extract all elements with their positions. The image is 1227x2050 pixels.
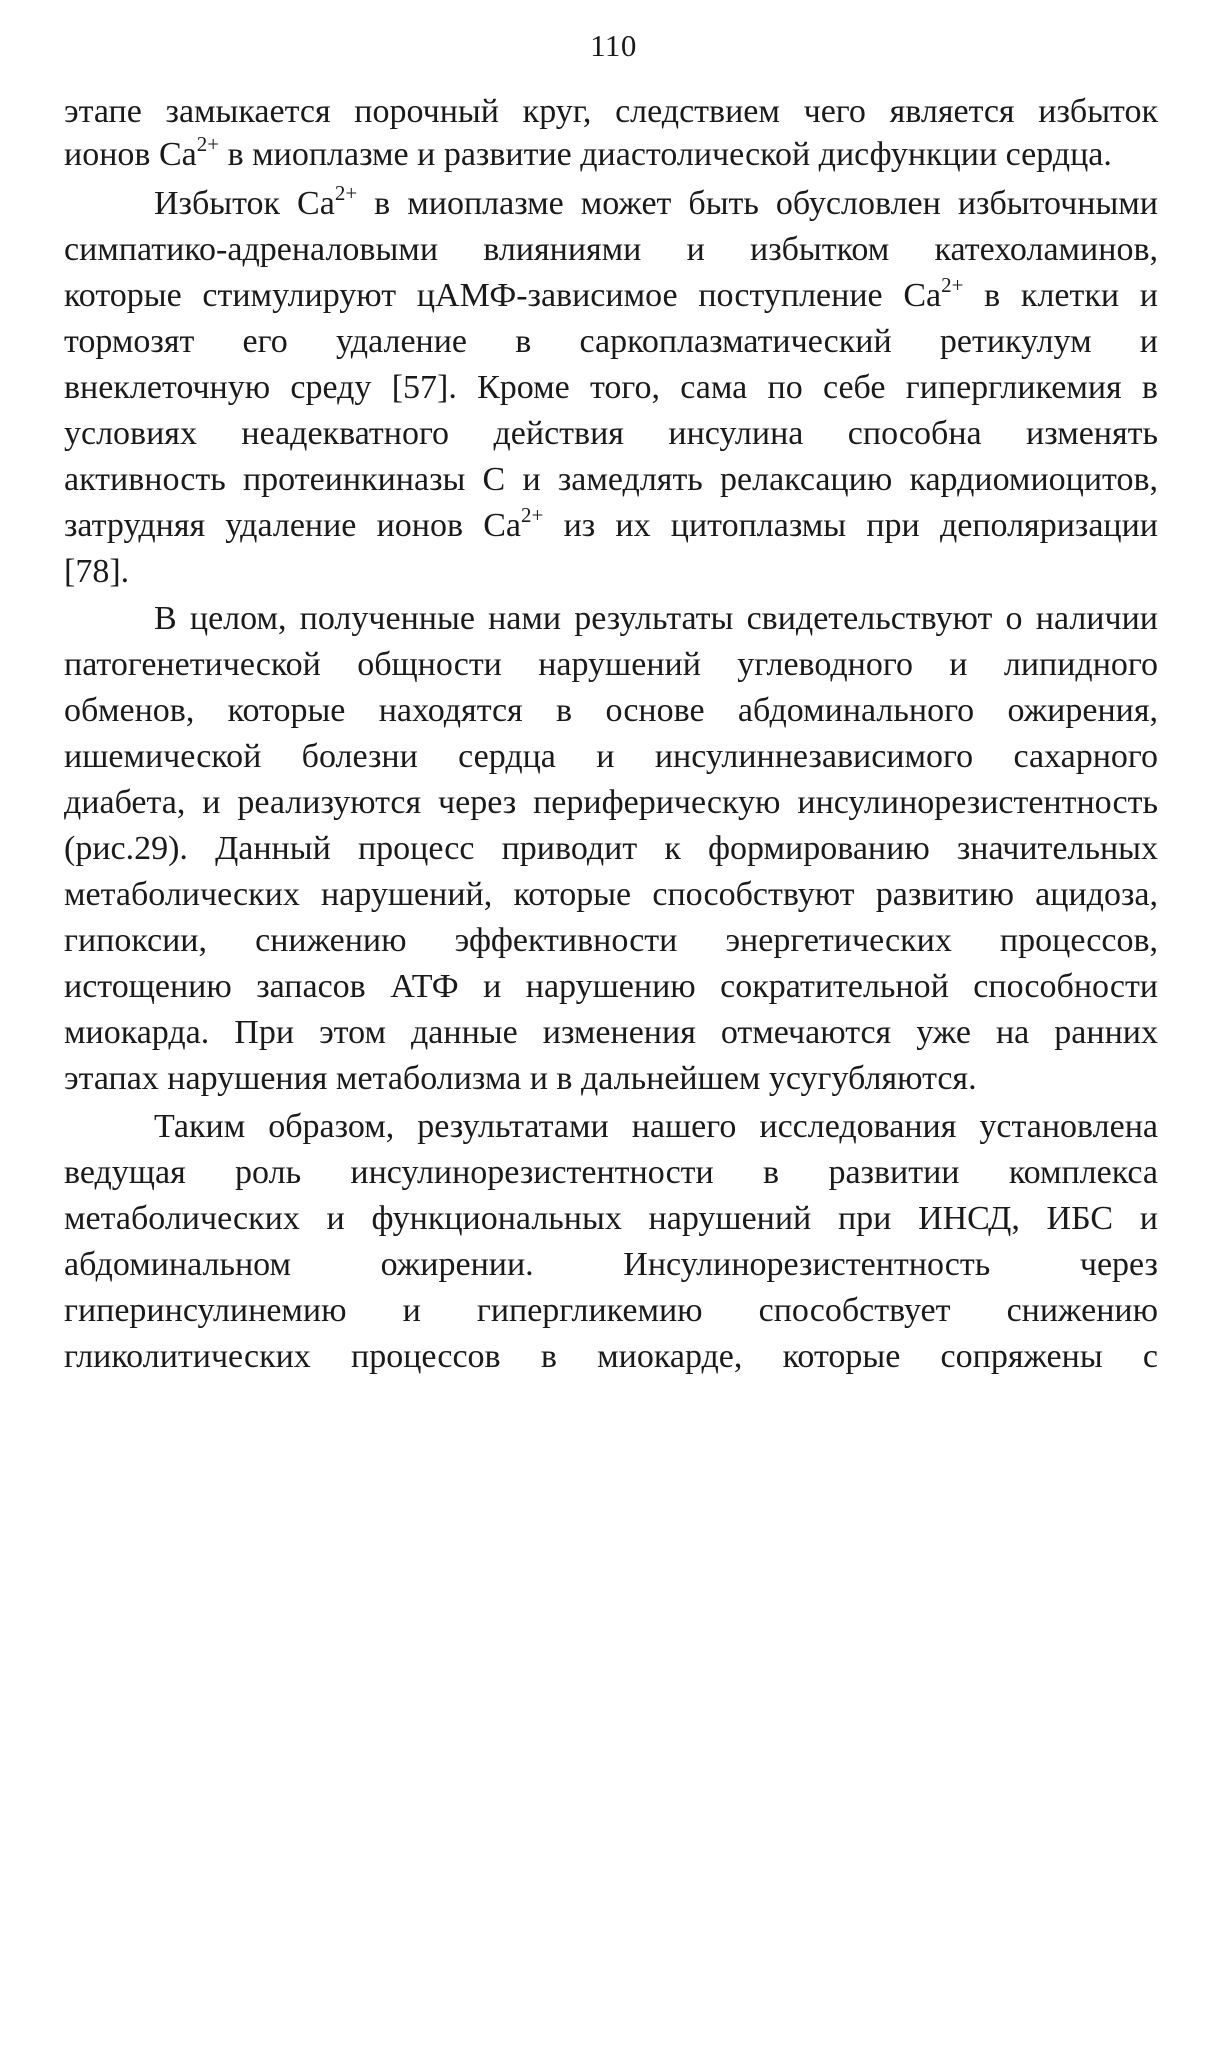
text-line — [64, 504, 1158, 548]
text-line: миокарда. При этом данные изменения отмечаются уже на ранних — [64, 1014, 1158, 1051]
paragraph-first-line: В целом, полученные нами результаты свидетельствуют о наличии — [154, 600, 1158, 637]
text-line: активность протеинкиназы С и замедлять релаксацию кардиомиоцитов, — [64, 461, 1158, 498]
text-line: гликолитических процессов в миокарде, которые сопряжены с — [64, 1338, 1158, 1375]
text-segment: Избыток Ca — [154, 185, 335, 222]
paragraph-first-line: Таким образом, результатами нашего исследования установлена — [154, 1108, 1158, 1145]
text-line: метаболических нарушений, которые способствуют развитию ацидоза, — [64, 876, 1158, 913]
text-line — [64, 133, 1158, 177]
text-line: ведущая роль инсулинорезистентности в развитии комплекса — [64, 1154, 1158, 1191]
text-line: метаболических и функциональных нарушений при ИНСД, ИБС и — [64, 1200, 1158, 1237]
text-line: условиях неадекватного действия инсулина способна изменять — [64, 415, 1158, 452]
page-number: 110 — [590, 28, 637, 63]
text-line: этапах нарушения метаболизма и в дальнейшем усугубляются. — [64, 1060, 977, 1097]
text-line: симпатико-адреналовыми влияниями и избытком катехоламинов, — [64, 231, 1158, 268]
text-line: абдоминальном ожирении. Инсулинорезистентность через — [64, 1246, 1158, 1283]
text-line: внеклеточную среду [57]. Кроме того, сама по себе гипергликемия в — [64, 369, 1158, 406]
text-line: патогенетической общности нарушений углеводного и липидного — [64, 646, 1158, 683]
text-segment: из их цитоплазмы при деполяризации — [543, 507, 1158, 544]
text-line: ишемической болезни сердца и инсулиннезависимого сахарного — [64, 738, 1158, 775]
text-line: обменов, которые находятся в основе абдоминального ожирения, — [64, 692, 1158, 729]
text-segment: которые стимулируют цАМФ-зависимое поступление Ca — [64, 277, 942, 314]
text-line: этапе замыкается порочный круг, следствием чего является избыток — [64, 93, 1158, 130]
text-line: гипоксии, снижению эффективности энергетических процессов, — [64, 922, 1158, 959]
text-line: истощению запасов АТФ и нарушению сократительной способности — [64, 968, 1158, 1005]
superscript-charge: 2+ — [521, 502, 544, 527]
text-segment: ионов Ca — [64, 136, 197, 173]
text-segment: в миоплазме может быть обусловлен избыточными — [357, 185, 1158, 222]
text-line: диабета, и реализуются через периферическую инсулинорезистентность — [64, 784, 1158, 821]
text-line: гиперинсулинемию и гипергликемию способствует снижению — [64, 1292, 1158, 1329]
text-segment: затрудняя удаление ионов Ca — [64, 507, 522, 544]
superscript-charge: 2+ — [334, 180, 358, 205]
text-segment: в миоплазме и развитие диастолической дисфункции сердца. — [219, 136, 1112, 173]
superscript-charge: 2+ — [941, 272, 964, 297]
text-line: (рис.29). Данный процесс приводит к формированию значительных — [64, 830, 1158, 867]
text-line: тормозят его удаление в саркоплазматический ретикулум и — [64, 323, 1158, 360]
text-line: [78]. — [64, 553, 130, 590]
superscript-charge: 2+ — [196, 131, 220, 156]
paragraph-first-line — [154, 182, 1158, 226]
text-segment: в клетки и — [963, 277, 1158, 314]
text-line — [64, 274, 1158, 318]
